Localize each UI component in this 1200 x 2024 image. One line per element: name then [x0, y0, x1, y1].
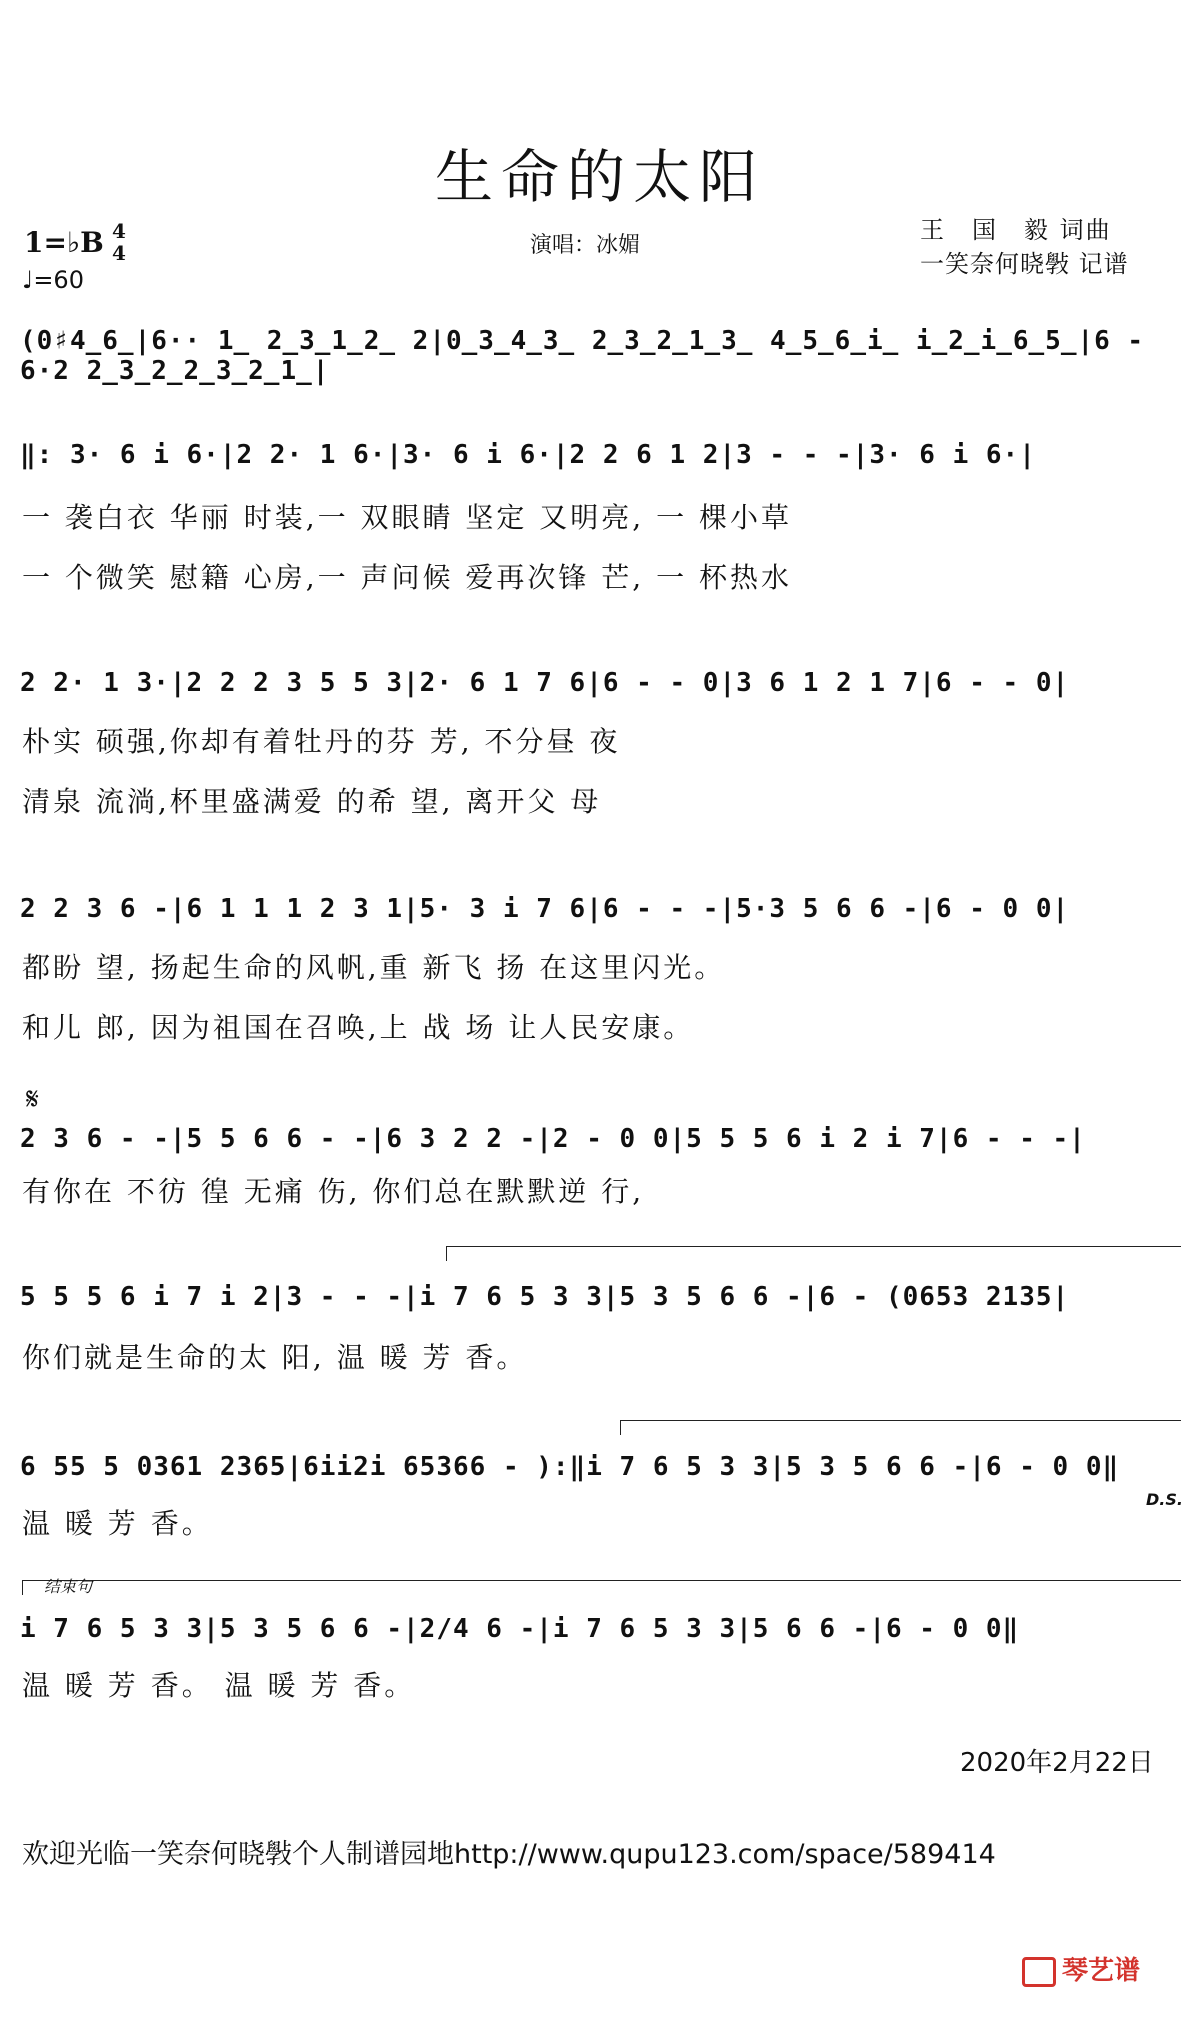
first-ending-bracket [446, 1246, 1181, 1261]
second-ending-bracket [620, 1420, 1181, 1435]
page-title: 生命的太阳 [434, 143, 765, 211]
score-line-8: i 7 6 5 3 3|5 3 5 6 6 -|2/4 6 -|i 7 6 5 3 3|5 6 6 -|6 - 0 0‖ [20, 1614, 1020, 1644]
lyric-line-2: 一 个微笑 慰籍 心房,一 声问候 爱再次锋 芒, 一 杯热水 [22, 561, 793, 594]
time-signature-bottom: 4 [112, 241, 126, 265]
lyric-line-1: 一 袭白衣 华丽 时装,一 双眼睛 坚定 又明亮, 一 棵小草 [22, 501, 793, 534]
score-line-4: 2 2 3 6 -|6 1 1 1 2 3 1|5· 3 i 7 6|6 - - -|5·3 5 6 6 -|6 - 0 0| [20, 894, 1070, 924]
score-line-7: 6 55 5 0361 2365|6ii2i 65366 - ):‖i 7 6 5 3 3|5 3 5 6 6 -|6 - 0 0‖ [20, 1452, 1120, 1482]
lyric-line-10: 温 暖 芳 香。 温 暖 芳 香。 [22, 1669, 416, 1702]
lyric-line-5: 都盼 望, 扬起生命的风帆,重 新飞 扬 在这里闪光。 [22, 951, 726, 984]
tempo-marking: ♩=60 [22, 266, 84, 294]
time-signature [112, 220, 126, 264]
ds-marking: D.S. [1146, 1490, 1183, 1509]
score-line-1: (0♯4̲6̲|6·· 1̲ 2̲3̲1̲2̲ 2|0̲3̲4̲3̲ 2̲3̲2̲1̲3̲ 4̲5̲6̲i̲ i̲2̲i̲6̲5̲|6 - 6·2 2̲3̲2̲2̲3̲2̲1̲| [20, 326, 1145, 386]
composer-credit: 王 国 毅 词曲 [920, 216, 1112, 244]
key-signature: 1=♭B [24, 226, 104, 259]
lyric-line-4: 清泉 流淌,杯里盛满爱 的希 望, 离开父 母 [22, 785, 602, 818]
time-signature-top: 4 [112, 219, 126, 243]
score-line-6: 5 5 5 6 i 7 i 2|3 - - -|i 7 6 5 3 3|5 3 5 6 6 -|6 - (0653 2135| [20, 1282, 1070, 1312]
logo-text: 琴艺谱 [1062, 1956, 1141, 1986]
lyric-line-7: 有你在 不彷 徨 无痛 伤, 你们总在默默逆 行, [22, 1175, 645, 1208]
lyric-line-6: 和儿 郎, 因为祖国在召唤,上 战 场 让人民安康。 [22, 1011, 695, 1044]
lyric-line-3: 朴实 硕强,你却有着牡丹的芬 芳, 不分昼 夜 [22, 725, 621, 758]
score-line-3: 2 2· 1 3·|2 2 2 3 5 5 3|2· 6 1 7 6|6 - - 0|3 6 1 2 1 7|6 - - 0| [20, 668, 1070, 698]
footer-link-text[interactable]: 欢迎光临一笑奈何晓斅个人制谱园地http://www.qupu123.com/space/589414 [22, 1839, 996, 1870]
transcription-date: 2020年2月22日 [960, 1748, 1154, 1778]
site-logo [1022, 1950, 1140, 1987]
segno-sign: 𝄋 [26, 1082, 39, 1117]
score-line-5: 2 3 6 - -|5 5 6 6 - -|6 3 2 2 -|2 - 0 0|5 5 5 6 i 2 i 7|6 - - -| [20, 1124, 1086, 1154]
logo-icon [1022, 1957, 1056, 1987]
singer-credit: 演唱：冰媚 [530, 233, 641, 258]
transcriber-credit: 一笑奈何晓斅 记谱 [920, 250, 1129, 278]
ending-bracket [22, 1580, 1181, 1595]
lyric-line-9: 温 暖 芳 香。 [22, 1507, 213, 1540]
score-line-2: ‖: 3· 6 i 6·|2 2· 1 6·|3· 6 i 6·|2 2 6 1 2|3 - - -|3· 6 i 6·| [20, 440, 1036, 470]
lyric-line-8: 你们就是生命的太 阳, 温 暖 芳 香。 [22, 1341, 528, 1374]
ending-label: 结束句 [44, 1577, 93, 1596]
